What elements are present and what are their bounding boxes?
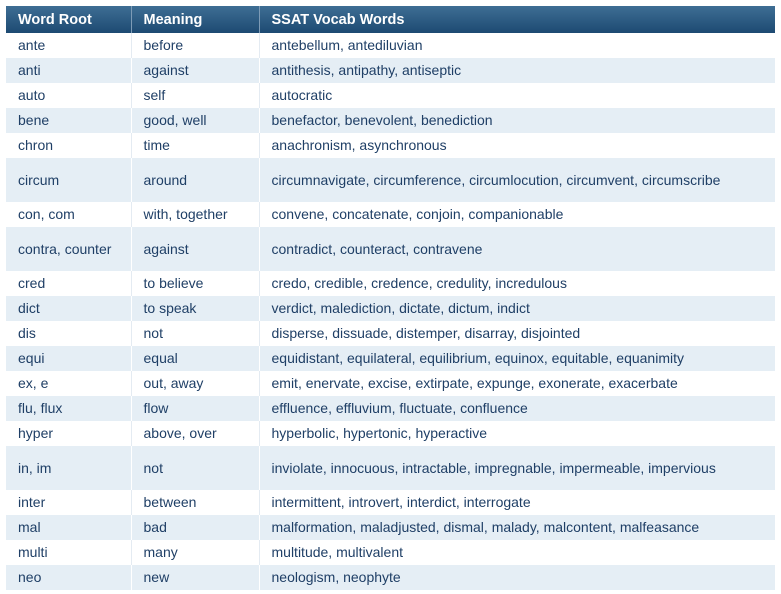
words-cell: disperse, dissuade, distemper, disarray, disjointed <box>259 321 775 346</box>
table-row <box>6 565 775 590</box>
root-cell: ante <box>6 33 131 58</box>
header-row <box>6 6 775 33</box>
table-row <box>6 202 775 227</box>
root-cell: cred <box>6 271 131 296</box>
meaning-cell: with, together <box>131 202 259 227</box>
root-cell: con, com <box>6 202 131 227</box>
meaning-cell: not <box>131 321 259 346</box>
table-row <box>6 490 775 515</box>
table-row <box>6 108 775 133</box>
header-word-root: Word Root <box>6 6 131 33</box>
root-cell: chron <box>6 133 131 158</box>
table-row <box>6 446 775 490</box>
root-cell: bene <box>6 108 131 133</box>
table-row <box>6 83 775 108</box>
root-cell: anti <box>6 58 131 83</box>
words-cell: malformation, maladjusted, dismal, malady, malcontent, malfeasance <box>259 515 775 540</box>
meaning-cell: equal <box>131 346 259 371</box>
words-cell: inviolate, innocuous, intractable, impregnable, impermeable, impervious <box>259 446 775 490</box>
meaning-cell: to speak <box>131 296 259 321</box>
words-cell: effluence, effluvium, fluctuate, confluence <box>259 396 775 421</box>
words-cell: verdict, malediction, dictate, dictum, indict <box>259 296 775 321</box>
words-cell: autocratic <box>259 83 775 108</box>
meaning-cell: not <box>131 446 259 490</box>
words-cell: equidistant, equilateral, equilibrium, equinox, equitable, equanimity <box>259 346 775 371</box>
meaning-cell: many <box>131 540 259 565</box>
meaning-cell: between <box>131 490 259 515</box>
meaning-cell: before <box>131 33 259 58</box>
table-row <box>6 371 775 396</box>
words-cell: hyperbolic, hypertonic, hyperactive <box>259 421 775 446</box>
table-row <box>6 158 775 202</box>
vocab-table <box>6 6 775 590</box>
root-cell: mal <box>6 515 131 540</box>
meaning-cell: flow <box>131 396 259 421</box>
root-cell: circum <box>6 158 131 202</box>
root-cell: neo <box>6 565 131 590</box>
table-row <box>6 346 775 371</box>
root-cell: inter <box>6 490 131 515</box>
table-row <box>6 33 775 58</box>
meaning-cell: to believe <box>131 271 259 296</box>
root-cell: auto <box>6 83 131 108</box>
words-cell: circumnavigate, circumference, circumlocution, circumvent, circumscribe <box>259 158 775 202</box>
table-row <box>6 515 775 540</box>
meaning-cell: against <box>131 227 259 271</box>
meaning-cell: new <box>131 565 259 590</box>
words-cell: anachronism, asynchronous <box>259 133 775 158</box>
table-row <box>6 58 775 83</box>
table-row <box>6 227 775 271</box>
meaning-cell: out, away <box>131 371 259 396</box>
words-cell: benefactor, benevolent, benediction <box>259 108 775 133</box>
words-cell: neologism, neophyte <box>259 565 775 590</box>
root-cell: equi <box>6 346 131 371</box>
words-cell: intermittent, introvert, interdict, interrogate <box>259 490 775 515</box>
table-row <box>6 271 775 296</box>
meaning-cell: above, over <box>131 421 259 446</box>
words-cell: contradict, counteract, contravene <box>259 227 775 271</box>
root-cell: contra, counter <box>6 227 131 271</box>
words-cell: credo, credible, credence, credulity, incredulous <box>259 271 775 296</box>
root-cell: hyper <box>6 421 131 446</box>
vocab-table-container <box>6 6 775 590</box>
meaning-cell: around <box>131 158 259 202</box>
words-cell: antebellum, antediluvian <box>259 33 775 58</box>
meaning-cell: good, well <box>131 108 259 133</box>
header-ssat-vocab-words: SSAT Vocab Words <box>259 6 775 33</box>
table-row <box>6 396 775 421</box>
root-cell: multi <box>6 540 131 565</box>
words-cell: convene, concatenate, conjoin, companionable <box>259 202 775 227</box>
root-cell: dis <box>6 321 131 346</box>
meaning-cell: against <box>131 58 259 83</box>
words-cell: emit, enervate, excise, extirpate, expunge, exonerate, exacerbate <box>259 371 775 396</box>
root-cell: flu, flux <box>6 396 131 421</box>
root-cell: in, im <box>6 446 131 490</box>
table-row <box>6 321 775 346</box>
words-cell: antithesis, antipathy, antiseptic <box>259 58 775 83</box>
table-row <box>6 133 775 158</box>
header-meaning: Meaning <box>131 6 259 33</box>
meaning-cell: time <box>131 133 259 158</box>
meaning-cell: bad <box>131 515 259 540</box>
table-row <box>6 296 775 321</box>
words-cell: multitude, multivalent <box>259 540 775 565</box>
root-cell: dict <box>6 296 131 321</box>
meaning-cell: self <box>131 83 259 108</box>
table-row <box>6 421 775 446</box>
table-row <box>6 540 775 565</box>
root-cell: ex, e <box>6 371 131 396</box>
